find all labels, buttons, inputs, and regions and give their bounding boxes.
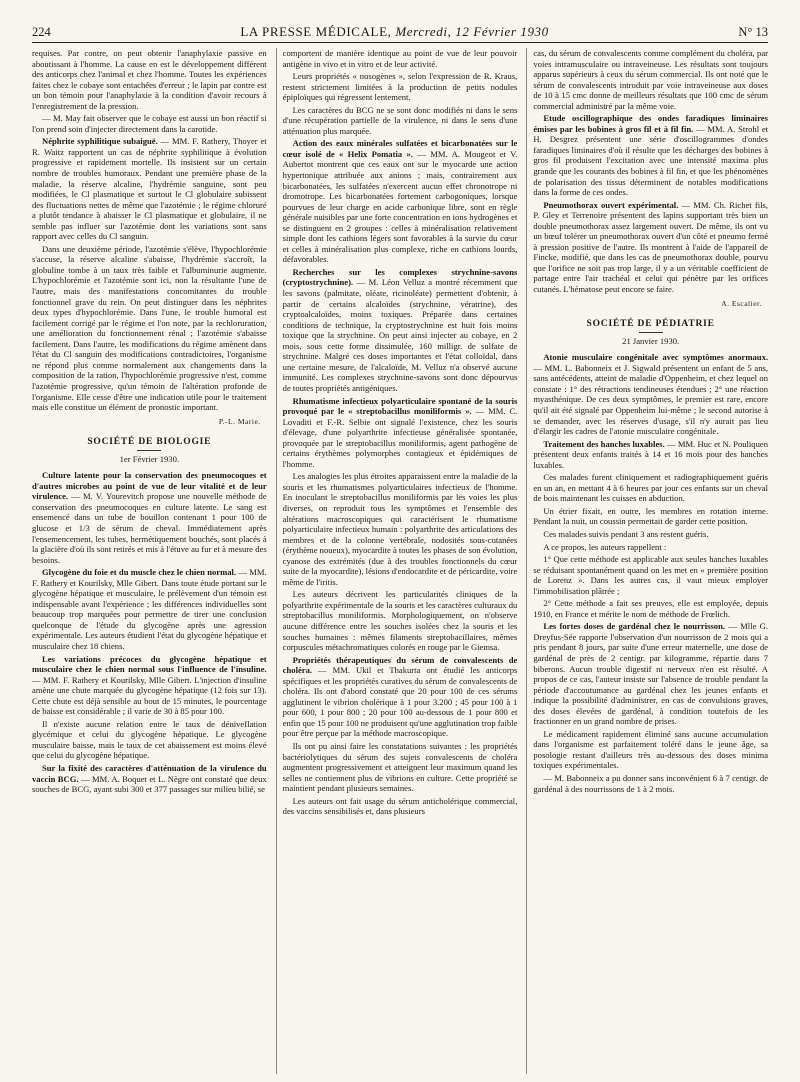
item-title: Culture latente pour la conservation des pneumocoques et d'autres microbes au point de vue de leur vitalité et de leur virulence.: [32, 470, 267, 502]
item-title: Les variations précoces du glycogène hépatique et musculaire chez le chien normal sous l'influence de l'insuline.: [32, 653, 267, 675]
column-middle: [276, 48, 518, 1074]
paragraph: Recherches sur les complexes strychnine-savons (cryptostrychnine). — M. Léon Velluz a montré récemment que les savons (palmitate, oléate, ricinoléate) permettent d'obtenir, à partir de certains alcaloïdes (strychnine, vératrine), des cryptoalcaloïdes, moins toxiques. Préparée dans certaines conditions de technique, la cryptostrychnine est huit fois moins toxique que la strychnine. On peut ainsi injecter au cobaye, en 2 mois, sous cette forme dissimulée, 160 milligr. de sulfate de strychnine. Malgré ces doses importantes et l'état colloïdal, dans une certaine mesure, de l'alcaloïde, M. Velluz n'a observé aucune immunité. Les complexes strychnine-savons sont donc dépourvus de toutes propriétés antigéniques.: [282, 266, 518, 393]
paragraph: Rhumatisme infectieux polyarticulaire spontané de la souris provoqué par le « streptobacillus moniliformis ». — MM. C. Lovaditi et F.-R. Selbie ont signalé l'existence, chez les souris d'élevage, d'une polyarthrite infectieuse généralisée spontanée, provoquée par le streptobacillus moniliformis, agent pathogène de certains érythèmes polymorphes contagieux et épidémiques de l'homme.: [282, 395, 518, 469]
paragraph: Le médicament rapidement éliminé sans aucune accumulation dans l'organisme est parfaitement toléré dans le jeune âge, sa posologie restant d'ailleurs très au-dessous des doses minima toxiques expérimentales.: [533, 728, 769, 771]
paragraph: Pneumothorax ouvert expérimental. — MM. Ch. Richet fils, P. Gley et Terrenoire présentent des lapins supportant très bien un double pneumothorax assez largement ouvert. De même, ils ont vu un bœuf tolérer un pneumothorax ouvert d'un côté et pneumo fermé à pression positive de l'autre. Ils montrent à l'aide de l'appareil de Fincke, modifié, que dans les cas de pneumothorax double, pourvu que l'orifice ne soit pas trop large, il y a un véritable coefficient de partage entre l'air trachéal et celui qui pénètre par les orifices cutanés. L'hématose peut encore se faire.: [533, 199, 769, 295]
paragraph: Ils ont pu ainsi faire les constatations suivantes : les propriétés bactériolytiques du sérum des sujets convalescents de choléra augmentent progressivement et atteignent leur maximum quand les selles ne contiennent plus de vibrions en culture. Cette propriété se maintient pendant plusieurs semaines.: [282, 741, 518, 794]
article-columns: [32, 48, 768, 1074]
paragraph: cas, du sérum de convalescents comme complément du choléra, par voies intramusculaire ou intraveineuse. Les résultats sont toujours apparus supérieurs à ceux du sérum commercial. Ils ont noté que le sérum de convalescents introduit par voie intraveineuse aux doses de 10 à 15 cmc donne de meilleurs résultats que 100 cmc de sérum commercial administré par la même voie.: [533, 48, 769, 111]
section-heading-biologie: SOCIÉTÉ DE BIOLOGIE: [87, 437, 212, 448]
item-title: Traitement des hanches luxables.: [543, 438, 665, 449]
paragraph: Un étrier fixait, en outre, les membres en rotation interne. Pendant la nuit, un coussin permettait de garder cette position.: [533, 505, 769, 527]
item-title: Glycogène du foie et du muscle chez le chien normal.: [42, 567, 237, 578]
item-title: Atonie musculaire congénitale avec symptômes anormaux.: [543, 352, 769, 363]
section-divider: [137, 450, 161, 451]
paragraph: Atonie musculaire congénitale avec symptômes anormaux. — MM. L. Babonneix et J. Sigwald présentent un enfant de 5 ans, sans antécédents, atteint de maladie d'Oppenheim, et chez lequel on constate : 1° des rétractions tendineuses étendues ; 2° une réaction myasthénique. De ces deux symptômes, le premier est rare, encore qu'il ait été signalé par Oppenheim lui-même ; le second autorise à se demander, avec les réserves d'usage, s'il n'y aurait pas lieu d'élargir les cadres de l'atonie musculaire congénitale.: [533, 352, 769, 437]
paragraph: comportent de manière identique au point de vue de leur pouvoir antigène in vivo et in vitro et de leur activité.: [282, 48, 518, 69]
paragraph: Culture latente pour la conservation des pneumocoques et d'autres microbes au point de vue de leur vitalité et de leur virulence. — M. V. Yourevitch propose une nouvelle méthode de conservation des pneumocoques en culture latente. Le sang est ensemencé dans un tube de bouillon contenant 1 pour 100 de glucose et 1/3 de sérum de cheval. Immédiatement après l'ensemencement, les tubes, hermétiquement bouchés, sont placés à la glacière d'où ils sont retirés et mis à l'étuve au fur et à mesure des besoins.: [32, 470, 267, 565]
page-header: [32, 18, 768, 43]
section-date: 21 Janvier 1930.: [622, 335, 680, 346]
paragraph: Les auteurs ont fait usage du sérum anticholérique commercial, des vaccins sensibilisés et, dans plusieurs: [282, 795, 518, 817]
publication-title: LA PRESSE MÉDICALE, Mercredi, 12 Février 1930: [240, 24, 549, 39]
paragraph: Néphrite syphilitique subaiguë. — MM. F. Rathery, Thoyer et R. Waitz rapportent un cas de néphrite syphilitique à évolution progressive et rapidement mortelle. Ils insistent sur un certain nombre de troubles humoraux. Pendant une première phase de la maladie, la réserve alcaline, l'hydrémie sanguine, sont peu modifiées, le Cl plasmatique et surtout le Cl globulaire subissent des fluctuations nettes de même que l'azotémie ; le régime chloruré a plutôt tendance à abaisser le Cl plasmatique et globulaire, il ne semble pas influer sur l'azotémie dont les variations sont sans rapport avec celles du Cl sanguin.: [32, 136, 267, 242]
paragraph: Leurs propriétés « nosogènes », selon l'expression de R. Kraus, restent strictement limitées à la production de petits nodules épiploïques qui régressent lentement.: [282, 71, 518, 103]
paragraph: Les auteurs décrivent les particularités cliniques de la polyarthrite expérimentale de la souris et les caractères culturaux du streptobacillus moniliformis. Morphologiquement, on n'observe aucune différence entre les souches isolées chez la souris et les souches humaines : mêmes filaments streptobacillaires, mêmes corpuscules métachromatiques colorés en rouge par le Giemsa.: [282, 589, 518, 653]
issue-date: Mercredi, 12 Février 1930: [395, 24, 549, 39]
column-right: [526, 48, 768, 1074]
section-date: 1er Février 1930.: [119, 453, 180, 464]
paragraph: Traitement des hanches luxables. — MM. Huc et N. Pouliquen présentent deux enfants traités à 14 et 16 mois pour des hanches luxables.: [533, 438, 769, 470]
column-left: [32, 48, 267, 1074]
issue-number: N° 13: [738, 25, 768, 39]
section-heading-pediatrie: SOCIÉTÉ DE PÉDIATRIE: [586, 319, 715, 330]
section-divider: [639, 332, 663, 333]
item-title: Propriétés thérapeutiques du sérum de convalescents de choléra.: [282, 654, 518, 676]
paragraph: Sur la fixité des caractères d'atténuation de la virulence du vaccin BCG. — MM. A. Boquet et L. Nègre ont constaté que deux souches de BCG, ayant subi 300 et 377 passages sur milieu bilié, se: [32, 763, 267, 795]
paragraph: — M. May fait observer que le cobaye est aussi un bon réactif si l'on prend soin d'injecter directement dans la carotide.: [32, 113, 267, 134]
item-title: Sur la fixité des caractères d'atténuation de la virulence du vaccin BCG.: [32, 763, 267, 784]
paragraph: — M. Babonneix a pu donner sans inconvénient 6 à 7 centigr. de gardénal à des nourrissons de 1 à 2 mois.: [533, 773, 769, 794]
item-title: Les fortes doses de gardénal chez le nourrisson.: [543, 621, 726, 632]
paragraph: requises. Par contre, on peut obtenir l'anaphylaxie passive en aboutissant à l'homme. La cause en est le développement différent des anticorps chez l'animal et chez l'homme. Toutes les expériences faites chez le cobaye sont entachées d'erreur ; le lapin par contre est un bon témoin pour l'anaphylaxie à la condition d'avoir recours à l'enregistrement de la pression.: [32, 48, 267, 111]
paragraph: 2° Cette méthode a fait ses preuves, elle est employée, depuis 1910, en France et mérite le nom de méthode de Frœlich.: [533, 598, 769, 619]
item-title: Rhumatisme infectieux polyarticulaire spontané de la souris provoqué par le « streptobacillus moniliformis ».: [282, 395, 518, 417]
item-title: Pneumothorax ouvert expérimental.: [543, 199, 679, 210]
item-title: Néphrite syphilitique subaiguë.: [42, 136, 158, 147]
item-title: Etude oscillographique des ondes faradiques liminaires émises par les bobines à gros fil et à fil fin.: [533, 113, 769, 134]
paragraph: Etude oscillographique des ondes faradiques liminaires émises par les bobines à gros fil et à fil fin. — MM. A. Strohl et H. Desgrez présentent une série d'oscillogrammes d'ondes faradiques liminaires d'où il résulte que les décharges des bobines à gros fil produisent l'excitation avec une intensité maxima plus grande que les courants des bobines à fil fin, et que les phénomènes de polarisation des tissus déterminent de notables modifications dans la forme de ces ondes.: [533, 113, 769, 198]
paragraph: Les caractères du BCG ne se sont donc modifiés ni dans le sens d'une récupération partielle de la virulence, ni dans le sens d'une atténuation plus marquée.: [282, 104, 518, 136]
paragraph: A ce propos, les auteurs rappellent :: [543, 541, 667, 552]
paragraph: Les variations précoces du glycogène hépatique et musculaire chez le chien normal sous l'influence de l'insuline. — MM. F. Rathery et Kourilsky, Mlle Gibert. L'injection d'insuline amène une chute marquée du glycogène hépatique (12 fois sur 13). Cette chute est déjà sensible au bout de 15 minutes, le pourcentage de baisse est considérable ; il varie de 30 à 85 pour 100.: [32, 653, 267, 717]
item-title: Action des eaux minérales sulfatées et bicarbonatées sur le cœur isolé de « Helix Pomatia ».: [282, 138, 518, 159]
paragraph: Propriétés thérapeutiques du sérum de convalescents de choléra. — MM. Ukil et Thakurta ont étudié les anticorps spécifiques et les propriétés curatives du sérum de convalescents de choléra. Ils ont d'abord constaté que 20 pour 100 de ces sérums agglutinent le vibrion cholérique à 1 pour 3.200 ; 45 pour 100 à 1 pour 600, 1 pour 800 ; 20 pour 100 au-dessous de 1 pour 800 et enfin que 15 pour 100 ne produisent qu'une agglutination trop faible pour être perçue par la méthode macroscopique.: [282, 654, 518, 739]
paragraph: Ces malades suivis pendant 3 ans restent guéris.: [543, 528, 709, 539]
paragraph: Glycogène du foie et du muscle chez le chien normal. — MM. F. Rathery et Kourilsky, Mlle Gibert. Dans toute étude portant sur le glycogène hépatique et musculaire, le prélèvement d'un témoin est indispensable avant l'expérience ; les différences individuelles sont beaucoup trop marquées pour permettre de tirer une conclusion quelconque de l'étude du glycogène après une agression expérimentale. Les auteurs étudient l'état du glycogène hépatique et musculaire chez 18 chiens.: [32, 567, 267, 651]
paragraph: Ces malades furent cliniquement et radiographiquement guéris en un an, en mettant 4 à 6 heures par jour ces enfants sur un cheval de bois maintenant les cuisses en abduction.: [533, 472, 769, 504]
author-signature: P.-L. Marie.: [218, 416, 261, 426]
paragraph: 1° Que cette méthode est applicable aux seules hanches luxables se réduisant spontanément quand on les met en « première position de Lorenz ». Dans les autres cas, il vaut mieux employer l'immobilisation plâtrée ;: [533, 554, 769, 596]
page-number: 224: [32, 25, 51, 39]
paragraph: Action des eaux minérales sulfatées et bicarbonatées sur le cœur isolé de « Helix Pomatia ». — MM. A. Mougeot et V. Aubertot montrent que ces eaux ont sur le myocarde une action hypertonique attribuée aux anions ; mais, contrairement aux bicarbonatées, les sulfatées n'exercent aucun effet chronotrope ni dromotrope. Les bicarbonatées fortement carbogoniques, lorsque pourvues de leur charge en acide carbonique libre, sont en règle générale nuisibles par une forte concentration en ions hydrogènes et se distinguent en 2 groupes : celles à minéralisation relativement simple dont les cathions légers sont favorables à la survie du cœur et celles à minéralisation plus complexe, riche en cathions lourds, défavorables.: [282, 138, 518, 265]
paragraph: Les analogies les plus étroites apparaissent entre la maladie de la souris et les rhumatismes polyarticulaires infectieux de l'homme. En inoculant le streptobacillus moniliformis par les voies les plus diverses, on reproduit tous les symptômes et l'ensemble des altérations macroscopiques qui caractérisent le rhumatisme polyarticulaire infectieux humain : polyarthrite des articulations des membres et de la colonne vertébrale, nodosités sous-cutanées (érythème noueux), myocardite à toutes les phases de son évolution, cyanose des extrémités (due à des troubles fonctionnels du cœur suite de la myocardite), lésions d'endocardite et de péricardite, voire même de l'iritis.: [282, 471, 518, 587]
paragraph: Dans une deuxième période, l'azotémie s'élève, l'hypochlorémie s'accuse, la réserve alcaline s'abaisse, l'hydrémie s'accroît, la globuline tombe à un taux très faible et l'albuminurie augmente. L'hypochlorémie et l'azotémie sont ici, non la résultante l'une de l'autre, mais des manifestations concomitantes du trouble fonctionnel grave du rein. On peut distinguer dans les néphrites deux types d'hypochlorémie. Dans l'une, le trouble humoral est facilement corrigé par le régime et l'on note, par la rechloruration, une amélioration du fonctionnement rénal ; l'azotémie s'abaisse facilement. Dans l'autre, les modifications du régime amènent dans l'état du Cl sanguin des modifications contradictoires, l'organisme ne répond plus comme normalement aux changements dans la composition de la ration, l'hypochlorémie progressive n'est, comme l'azotémie progressive, qu'un témoin de l'altération profonde de l'organisme. Elle cesse d'être une indication utile pour le traitement mais elle constitue un élément de pronostic important.: [32, 243, 267, 413]
author-signature: A. Escalier.: [721, 298, 763, 308]
paragraph: Les fortes doses de gardénal chez le nourrisson. — Mlle G. Dreyfus-Sée rapporte l'observation d'un nourrisson de 2 mois qui a pris pendant 8 jours, par suite d'une erreur maternelle, une dose de gardénal de près de 2 centigr. par kilogramme, répartie dans 7 biberons. Aucun trouble digestif ni nerveux n'en est résulté. A propos de ce cas, l'auteur insiste sur l'absence de trouble pendant la période d'accoutumance au gardénal chez les jeunes enfants et indique la possibilité d'administrer, en cas de convulsions graves, des doses élevées de gardénal, à condition toutefois de les fractionner en un grand nombre de prises.: [533, 621, 769, 727]
paragraph: Il n'existe aucune relation entre le taux de déniveIlation glycémique et celui du glycogène hépatique. Le glycogène musculaire baisse, mais le taux de cet abaissement est moins élevé que celui du glycogène hépatique.: [32, 718, 267, 761]
item-title: Recherches sur les complexes strychnine-savons (cryptostrychnine).: [282, 266, 518, 288]
